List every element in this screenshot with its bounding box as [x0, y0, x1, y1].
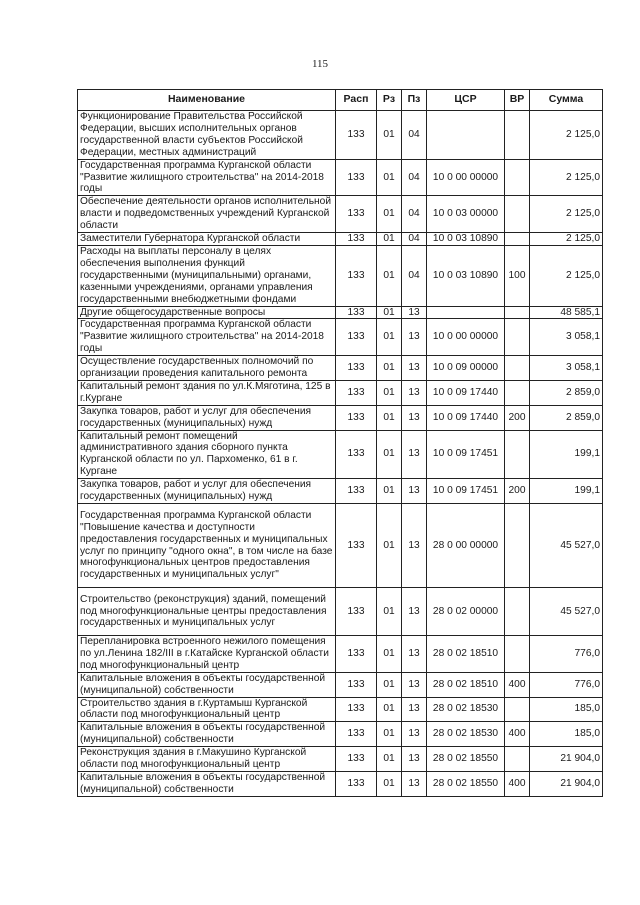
cell-pz: 13 — [402, 504, 427, 588]
cell-rasp: 133 — [336, 588, 377, 636]
cell-pz: 13 — [402, 405, 427, 430]
cell-rz: 01 — [377, 479, 402, 504]
cell-csr: 28 0 00 00000 — [427, 504, 505, 588]
cell-sum: 2 125,0 — [530, 245, 603, 306]
table-row — [78, 306, 603, 319]
table-row — [78, 159, 603, 196]
table-row — [78, 771, 603, 796]
cell-vr — [505, 636, 530, 673]
cell-rasp: 133 — [336, 380, 377, 405]
table-row — [78, 111, 603, 160]
cell-name: Капитальный ремонт помещений административного здания сборного пункта Курганской области по ул. Пархоменко, 61 в г. Кургане — [78, 430, 336, 479]
table-row — [78, 697, 603, 722]
cell-csr: 28 0 02 18530 — [427, 722, 505, 747]
header-name: Наименование — [78, 90, 336, 111]
cell-csr: 10 0 00 00000 — [427, 319, 505, 356]
cell-rz: 01 — [377, 356, 402, 381]
cell-name: Капитальные вложения в объекты государственной (муниципальной) собственности — [78, 722, 336, 747]
cell-name: Капитальный ремонт здания по ул.К.Мяготина, 125 в г.Кургане — [78, 380, 336, 405]
cell-pz: 13 — [402, 306, 427, 319]
cell-pz: 04 — [402, 233, 427, 246]
table-row — [78, 245, 603, 306]
header-csr: ЦСР — [427, 90, 505, 111]
cell-name: Обеспечение деятельности органов исполнительной власти и подведомственных учреждений Курганской области — [78, 196, 336, 233]
cell-rz: 01 — [377, 504, 402, 588]
cell-csr: 10 0 00 00000 — [427, 159, 505, 196]
cell-csr: 10 0 03 00000 — [427, 196, 505, 233]
cell-sum: 776,0 — [530, 636, 603, 673]
cell-vr — [505, 196, 530, 233]
cell-csr: 10 0 09 00000 — [427, 356, 505, 381]
cell-rz: 01 — [377, 722, 402, 747]
cell-rasp: 133 — [336, 672, 377, 697]
table-row — [78, 196, 603, 233]
cell-rasp: 133 — [336, 196, 377, 233]
cell-vr — [505, 356, 530, 381]
cell-name: Строительство здания в г.Куртамыш Курганской области под многофункциональный центр — [78, 697, 336, 722]
cell-sum: 45 527,0 — [530, 588, 603, 636]
cell-vr — [505, 159, 530, 196]
cell-rasp: 133 — [336, 111, 377, 160]
cell-sum: 21 904,0 — [530, 771, 603, 796]
cell-name: Заместители Губернатора Курганской области — [78, 233, 336, 246]
table-row — [78, 672, 603, 697]
cell-rz: 01 — [377, 111, 402, 160]
cell-sum: 199,1 — [530, 430, 603, 479]
cell-rz: 01 — [377, 430, 402, 479]
table-row — [78, 405, 603, 430]
cell-pz: 04 — [402, 245, 427, 306]
cell-pz: 13 — [402, 380, 427, 405]
cell-csr: 10 0 09 17440 — [427, 380, 505, 405]
cell-rasp: 133 — [336, 479, 377, 504]
cell-name: Перепланировка встроенного нежилого помещения по ул.Ленина 182/III в г.Катайске Курганской области под многофункциональный центр — [78, 636, 336, 673]
cell-name: Функционирование Правительства Российской Федерации, высших исполнительных органов государственной власти субъектов Российской Федерации, местных администраций — [78, 111, 336, 160]
cell-rz: 01 — [377, 747, 402, 772]
cell-rz: 01 — [377, 319, 402, 356]
cell-rz: 01 — [377, 588, 402, 636]
cell-sum: 2 125,0 — [530, 196, 603, 233]
cell-vr — [505, 504, 530, 588]
cell-sum: 21 904,0 — [530, 747, 603, 772]
header-rasp: Расп — [336, 90, 377, 111]
cell-pz: 13 — [402, 479, 427, 504]
table-row — [78, 588, 603, 636]
cell-name: Закупка товаров, работ и услуг для обеспечения государственных (муниципальных) нужд — [78, 405, 336, 430]
cell-rz: 01 — [377, 306, 402, 319]
header-vr: ВР — [505, 90, 530, 111]
cell-sum: 2 125,0 — [530, 111, 603, 160]
cell-rasp: 133 — [336, 747, 377, 772]
cell-name: Государственная программа Курганской области "Развитие жилищного строительства" на 2014-2018 годы — [78, 319, 336, 356]
cell-rz: 01 — [377, 245, 402, 306]
cell-rz: 01 — [377, 672, 402, 697]
cell-rz: 01 — [377, 380, 402, 405]
cell-vr — [505, 430, 530, 479]
cell-name: Осуществление государственных полномочий по организации проведения капитального ремонта — [78, 356, 336, 381]
cell-pz: 04 — [402, 196, 427, 233]
cell-sum: 776,0 — [530, 672, 603, 697]
cell-csr: 10 0 09 17440 — [427, 405, 505, 430]
cell-vr: 400 — [505, 771, 530, 796]
cell-pz: 13 — [402, 430, 427, 479]
table-row — [78, 430, 603, 479]
cell-rasp: 133 — [336, 245, 377, 306]
cell-pz: 13 — [402, 672, 427, 697]
cell-name: Строительство (реконструкция) зданий, помещений под многофункциональные центры предоставления государственных и муниципальных услуг — [78, 588, 336, 636]
cell-csr: 10 0 03 10890 — [427, 245, 505, 306]
cell-pz: 13 — [402, 356, 427, 381]
cell-vr — [505, 697, 530, 722]
cell-rasp: 133 — [336, 233, 377, 246]
cell-pz: 04 — [402, 111, 427, 160]
table-row — [78, 504, 603, 588]
cell-sum: 3 058,1 — [530, 319, 603, 356]
cell-name: Государственная программа Курганской области "Повышение качества и доступности предоставления государственных и муниципальных услуг по принципу "одного окна", в том числе на базе многофункциональных центров предоставления государственных и муниципальных услуг" — [78, 504, 336, 588]
cell-rasp: 133 — [336, 504, 377, 588]
cell-pz: 13 — [402, 697, 427, 722]
cell-vr — [505, 233, 530, 246]
table-row — [78, 356, 603, 381]
cell-sum: 2 859,0 — [530, 405, 603, 430]
cell-rasp: 133 — [336, 159, 377, 196]
cell-pz: 04 — [402, 159, 427, 196]
cell-sum: 45 527,0 — [530, 504, 603, 588]
cell-rasp: 133 — [336, 771, 377, 796]
cell-pz: 13 — [402, 588, 427, 636]
cell-sum: 185,0 — [530, 722, 603, 747]
cell-csr: 10 0 03 10890 — [427, 233, 505, 246]
cell-name: Капитальные вложения в объекты государственной (муниципальной) собственности — [78, 771, 336, 796]
cell-name: Капитальные вложения в объекты государственной (муниципальной) собственности — [78, 672, 336, 697]
cell-sum: 2 859,0 — [530, 380, 603, 405]
header-sum: Сумма — [530, 90, 603, 111]
cell-name: Расходы на выплаты персоналу в целях обеспечения выполнения функций государственными (муниципальными) органами, казенными учреждениями, органами управления государственными внебюджетными фондами — [78, 245, 336, 306]
cell-rz: 01 — [377, 636, 402, 673]
budget-table — [77, 89, 603, 797]
cell-csr: 28 0 02 18530 — [427, 697, 505, 722]
cell-vr: 400 — [505, 722, 530, 747]
cell-rasp: 133 — [336, 319, 377, 356]
cell-rz: 01 — [377, 771, 402, 796]
page-number: 115 — [311, 58, 329, 70]
cell-sum: 3 058,1 — [530, 356, 603, 381]
cell-pz: 13 — [402, 722, 427, 747]
cell-csr — [427, 111, 505, 160]
cell-csr: 28 0 02 18510 — [427, 636, 505, 673]
table-row — [78, 319, 603, 356]
cell-sum: 2 125,0 — [530, 233, 603, 246]
cell-rasp: 133 — [336, 405, 377, 430]
cell-rasp: 133 — [336, 722, 377, 747]
cell-pz: 13 — [402, 636, 427, 673]
cell-csr: 28 0 02 18550 — [427, 771, 505, 796]
cell-vr — [505, 380, 530, 405]
table-row — [78, 722, 603, 747]
cell-vr: 100 — [505, 245, 530, 306]
cell-rz: 01 — [377, 405, 402, 430]
cell-pz: 13 — [402, 771, 427, 796]
cell-name: Государственная программа Курганской области "Развитие жилищного строительства" на 2014-2018 годы — [78, 159, 336, 196]
cell-rz: 01 — [377, 196, 402, 233]
cell-sum: 2 125,0 — [530, 159, 603, 196]
cell-sum: 185,0 — [530, 697, 603, 722]
cell-sum: 48 585,1 — [530, 306, 603, 319]
table-header-row — [78, 90, 603, 111]
cell-csr: 28 0 02 18550 — [427, 747, 505, 772]
cell-name: Закупка товаров, работ и услуг для обеспечения государственных (муниципальных) нужд — [78, 479, 336, 504]
cell-pz: 13 — [402, 319, 427, 356]
table-row — [78, 380, 603, 405]
table-row — [78, 747, 603, 772]
cell-rz: 01 — [377, 233, 402, 246]
cell-vr: 200 — [505, 405, 530, 430]
cell-rasp: 133 — [336, 430, 377, 479]
cell-csr: 28 0 02 00000 — [427, 588, 505, 636]
cell-name: Другие общегосударственные вопросы — [78, 306, 336, 319]
cell-name: Реконструкция здания в г.Макушино Курганской области под многофункциональный центр — [78, 747, 336, 772]
cell-vr — [505, 588, 530, 636]
cell-rz: 01 — [377, 697, 402, 722]
cell-rz: 01 — [377, 159, 402, 196]
cell-vr — [505, 306, 530, 319]
cell-csr: 28 0 02 18510 — [427, 672, 505, 697]
cell-rasp: 133 — [336, 306, 377, 319]
cell-vr — [505, 319, 530, 356]
cell-rasp: 133 — [336, 636, 377, 673]
cell-vr — [505, 111, 530, 160]
cell-csr: 10 0 09 17451 — [427, 479, 505, 504]
cell-rasp: 133 — [336, 697, 377, 722]
cell-sum: 199,1 — [530, 479, 603, 504]
header-rz: Рз — [377, 90, 402, 111]
table-row — [78, 636, 603, 673]
header-pz: Пз — [402, 90, 427, 111]
cell-rasp: 133 — [336, 356, 377, 381]
cell-vr: 400 — [505, 672, 530, 697]
cell-vr: 200 — [505, 479, 530, 504]
table-row — [78, 479, 603, 504]
table-row — [78, 233, 603, 246]
cell-vr — [505, 747, 530, 772]
cell-pz: 13 — [402, 747, 427, 772]
cell-csr — [427, 306, 505, 319]
cell-csr: 10 0 09 17451 — [427, 430, 505, 479]
